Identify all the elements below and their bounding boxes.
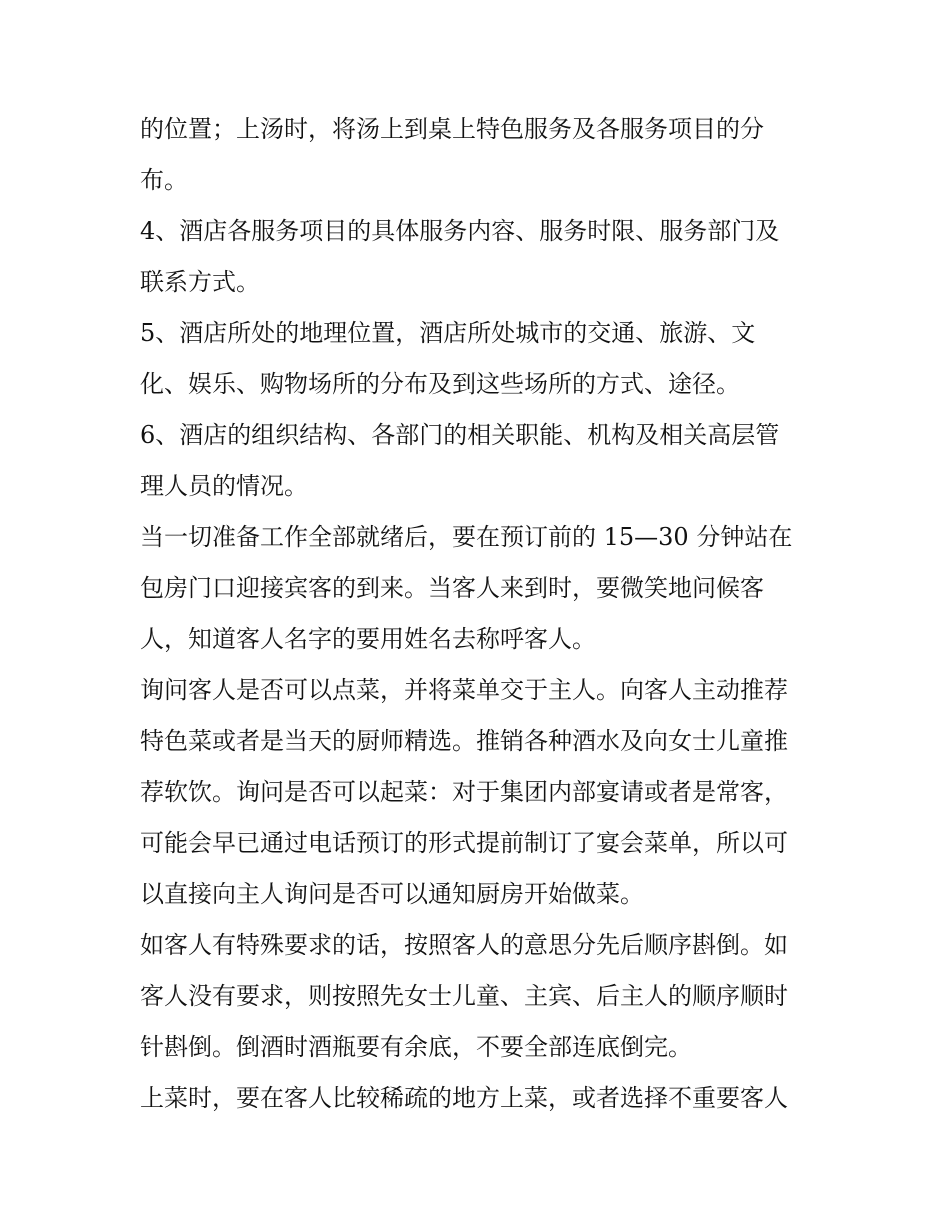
text-line: 人，知道客人名字的要用姓名去称呼客人。 xyxy=(140,625,596,653)
text-line: 的位置；上汤时，将汤上到桌上特色服务及各服务项目的分 xyxy=(140,115,764,143)
text-line: 特色菜或者是当天的厨师精选。推销各种酒水及向女士儿童推 xyxy=(140,727,788,755)
text-line: 化、娱乐、购物场所的分布及到这些场所的方式、途径。 xyxy=(140,370,740,398)
text-line: 询问客人是否可以点菜，并将菜单交于主人。向客人主动推荐 xyxy=(140,676,788,704)
text-line: 客人没有要求，则按照先女士儿童、主宾、后主人的顺序顺时 xyxy=(140,982,788,1010)
text-line: 荐软饮。询问是否可以起菜：对于集团内部宴请或者是常客， xyxy=(140,778,788,806)
text-line: 如客人有特殊要求的话，按照客人的意思分先后顺序斟倒。如 xyxy=(140,931,788,959)
text-line: 当一切准备工作全部就绪后，要在预订前的 15—30 分钟站在 xyxy=(140,523,793,551)
document-body xyxy=(140,104,820,1124)
text-line: 包房门口迎接宾客的到来。当客人来到时，要微笑地问候客 xyxy=(140,574,764,602)
text-line: 布。 xyxy=(140,166,188,194)
text-line: 4、酒店各服务项目的具体服务内容、服务时限、服务部门及 xyxy=(140,217,780,245)
text-line: 上菜时，要在客人比较稀疏的地方上菜，或者选择不重要客人 xyxy=(140,1084,788,1112)
text-line: 针斟倒。倒酒时酒瓶要有余底，不要全部连底倒完。 xyxy=(140,1033,692,1061)
text-line: 联系方式。 xyxy=(140,268,260,296)
text-line: 以直接向主人询问是否可以通知厨房开始做菜。 xyxy=(140,880,644,908)
text-line: 理人员的情况。 xyxy=(140,472,308,500)
text-line: 5、酒店所处的地理位置，酒店所处城市的交通、旅游、文 xyxy=(140,319,756,347)
text-line: 6、酒店的组织结构、各部门的相关职能、机构及相关高层管 xyxy=(140,421,780,449)
text-line: 可能会早已通过电话预订的形式提前制订了宴会菜单，所以可 xyxy=(140,829,788,857)
